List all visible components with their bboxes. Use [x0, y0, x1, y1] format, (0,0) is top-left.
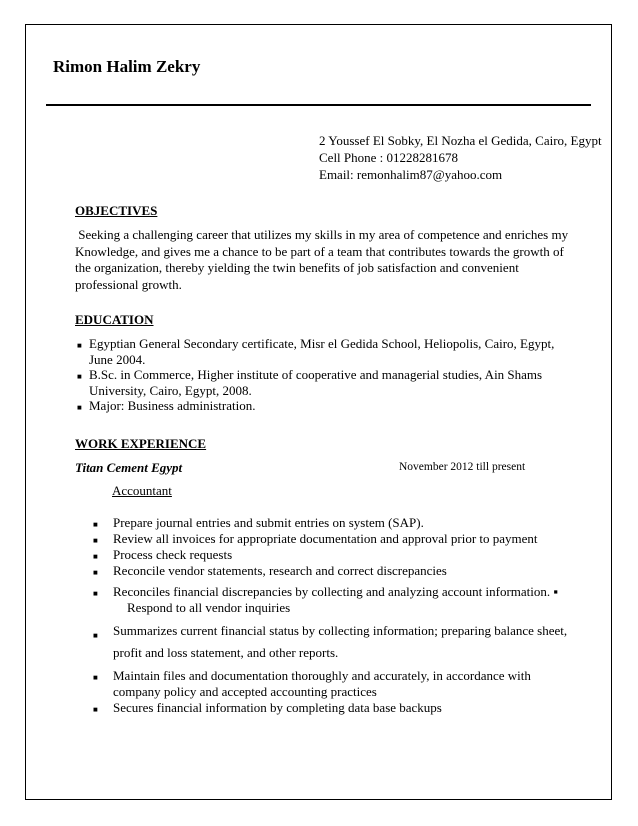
objectives-line: Seeking a challenging career that utilizes my skills in my area of competence and enriches my	[75, 227, 569, 242]
objectives-line: professional growth.	[75, 276, 182, 292]
square-bullet-icon: ■	[93, 631, 98, 640]
education-heading: EDUCATION	[75, 312, 154, 327]
work-heading: WORK EXPERIENCE	[75, 436, 207, 451]
list-item: ■ Egyptian General Secondary certificate, Misr el Gedida School, Heliopolis, Cairo, Egypt, June 2004.	[77, 336, 555, 367]
contact-address: 2 Youssef El Sobky, El Nozha el Gedida, Cairo, Egypt	[319, 133, 602, 148]
list-item: ■ Reconciles financial discrepancies by collecting and analyzing account information. ▪ Respond to all vendor inquiries	[93, 584, 558, 615]
list-item: ■ Summarizes current financial status by collecting information; preparing balance sheet, profit and loss statement, and other reports.	[93, 623, 568, 660]
square-bullet-icon: ■	[93, 536, 98, 545]
company-name: Titan Cement Egypt	[75, 460, 183, 475]
objectives-text	[75, 227, 569, 293]
list-item: ■ Maintain files and documentation thoroughly and accurately, in accordance with company policy and accepted accounting practices	[93, 668, 531, 699]
list-item: ■ Review all invoices for appropriate documentation and approval prior to payment	[93, 531, 573, 547]
square-bullet-icon: ■	[93, 705, 98, 714]
contact-email: Email: remonhalim87@yahoo.com	[319, 167, 503, 182]
job-title: Accountant	[112, 483, 172, 498]
objectives-line: Knowledge, and gives me a chance to be part of a team that contributes towards the growth of	[75, 243, 564, 259]
employment-dates: November 2012 till present	[399, 461, 526, 473]
duties-list	[93, 515, 573, 716]
list-item: ■ B.Sc. in Commerce, Higher institute of cooperative and managerial studies, Ain Shams University, Cairo, Egypt, 2008.	[77, 367, 543, 398]
candidate-name: Rimon Halim Zekry	[53, 57, 201, 76]
square-bullet-icon: ■	[93, 673, 98, 682]
header-divider	[46, 104, 591, 106]
square-bullet-icon: ■	[77, 341, 82, 350]
education-list	[75, 336, 575, 414]
list-item: ■ Secures financial information by completing data base backups	[93, 700, 573, 716]
square-bullet-icon: ■	[93, 520, 98, 529]
square-bullet-icon: ■	[77, 372, 82, 381]
list-item: ■ Major: Business administration.	[75, 398, 575, 414]
list-item: ■ Process check requests	[93, 547, 573, 563]
square-bullet-icon: ■	[93, 568, 98, 577]
contact-block	[319, 132, 602, 183]
square-bullet-icon: ■	[77, 403, 82, 412]
objectives-heading: OBJECTIVES	[75, 203, 158, 218]
list-item: ■ Prepare journal entries and submit entries on system (SAP).	[93, 515, 573, 531]
list-item: ■ Reconcile vendor statements, research and correct discrepancies	[93, 563, 573, 579]
square-bullet-icon: ■	[93, 552, 98, 561]
objectives-line: the organization, thereby yielding the twin benefits of job satisfaction and convenient	[75, 260, 519, 275]
square-bullet-icon: ■	[93, 589, 98, 598]
contact-phone: Cell Phone : 01228281678	[319, 150, 459, 165]
